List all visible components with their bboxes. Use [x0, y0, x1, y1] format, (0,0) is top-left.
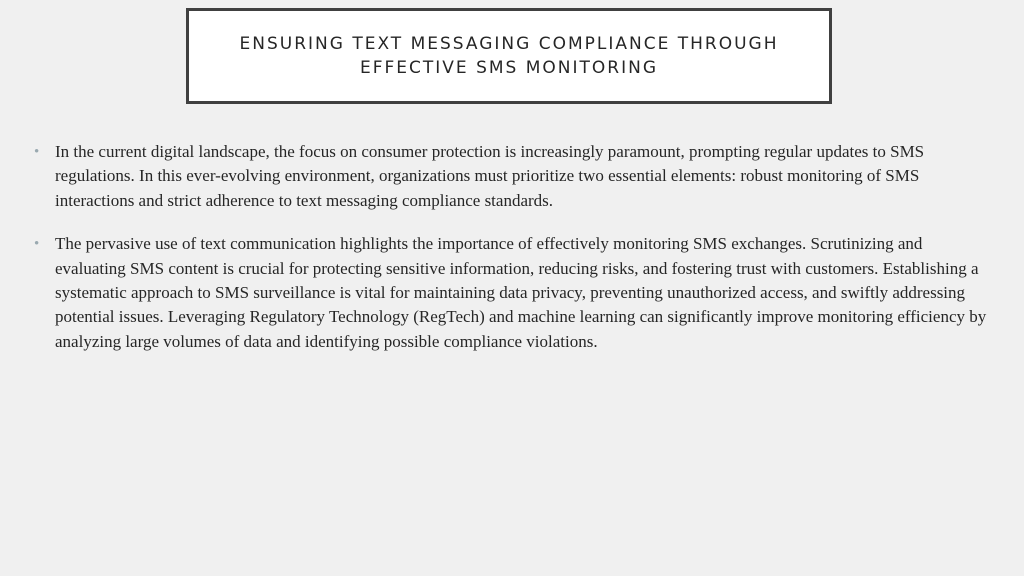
slide-title: ENSURING TEXT MESSAGING COMPLIANCE THROUGH EFFECTIVE SMS MONITORING — [239, 34, 779, 78]
bullet-list — [30, 140, 996, 373]
bullet-item — [30, 140, 996, 213]
bullet-text: The pervasive use of text communication highlights the importance of effectively monitoring SMS exchanges. Scrutinizing and evaluating SMS content is crucial for protecting sensitive information, reducing risks, and fostering trust with customers. Establishing a systematic approach to SMS surveillance is vital for maintaining data privacy, preventing unauthorized access, and swiftly addressing potential issues. Leveraging Regulatory Technology (RegTech) and machine learning can significantly improve monitoring efficiency by analyzing large volumes of data and identifying possible compliance violations. — [55, 234, 987, 351]
bullet-item — [30, 232, 996, 354]
bullet-icon: • — [34, 144, 40, 160]
title-box — [186, 8, 832, 104]
bullet-text: In the current digital landscape, the focus on consumer protection is increasingly paramount, prompting regular updates to SMS regulations. In this ever-evolving environment, organizations must prioritize two essential elements: robust monitoring of SMS interactions and strict adherence to text messaging compliance standards. — [55, 142, 925, 210]
bullet-icon: • — [34, 236, 40, 253]
